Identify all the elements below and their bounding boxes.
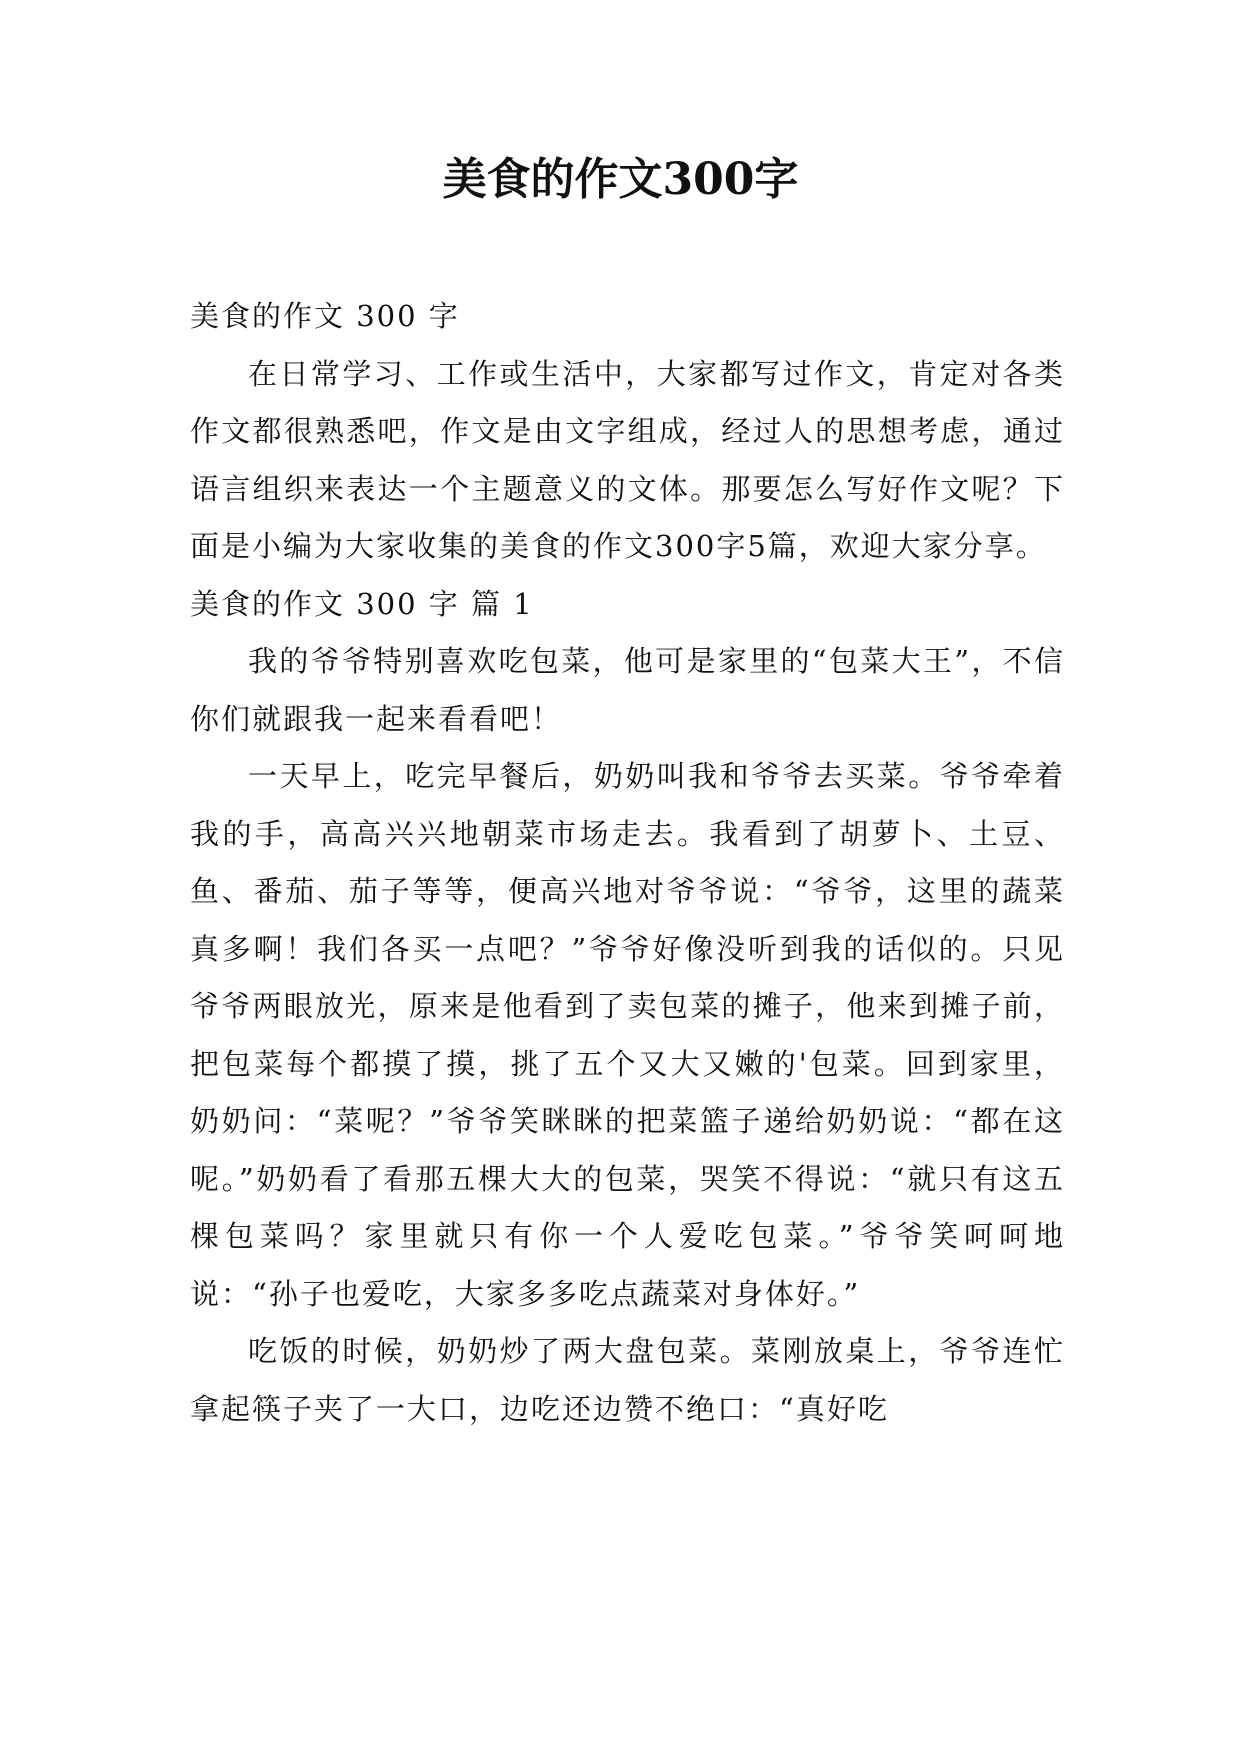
document-title: 美食的作文300字 xyxy=(442,154,799,205)
body-paragraph: 吃饭的时候，奶奶炒了两大盘包菜。菜刚放桌上，爷爷连忙拿起筷子夹了一大口，边吃还边赞不绝口：“真好吃 xyxy=(190,1334,1065,1426)
document-subtitle: 美食的作文 300 字 xyxy=(190,299,460,333)
document-body xyxy=(190,288,1065,1438)
body-paragraph: 我的爷爷特别喜欢吃包菜，他可是家里的“包菜大王”，不信你们就跟我一起来看看吧！ xyxy=(190,644,1065,736)
section-heading: 美食的作文 300 字 篇 1 xyxy=(190,586,534,621)
intro-paragraph: 在日常学习、工作或生活中，大家都写过作文，肯定对各类作文都很熟悉吧，作文是由文字组成，经过人的思想考虑，通过语言组织来表达一个主题意义的文体。那要怎么写好作文呢？下面是小编为大家收集的美食的作文300字5篇，欢迎大家分享。 xyxy=(190,356,1065,563)
body-paragraph: 一天早上，吃完早餐后，奶奶叫我和爷爷去买菜。爷爷牵着我的手，高高兴兴地朝菜市场走去。我看到了胡萝卜、土豆、鱼、番茄、茄子等等，便高兴地对爷爷说：“爷爷，这里的蔬菜真多啊！我们各买一点吧？”爷爷好像没听到我的话似的。只见爷爷两眼放光，原来是他看到了卖包菜的摊子，他来到摊子前，把包菜每个都摸了摸，挑了五个又大又嫩的'包菜。回到家里，奶奶问：“菜呢？”爷爷笑眯眯的把菜篮子递给奶奶说：“都在这呢。”奶奶看了看那五棵大大的包菜，哭笑不得说：“就只有这五棵包菜吗？家里就只有你一个人爱吃包菜。”爷爷笑呵呵地说：“孙子也爱吃，大家多多吃点蔬菜对身体好。” xyxy=(190,759,1065,1311)
